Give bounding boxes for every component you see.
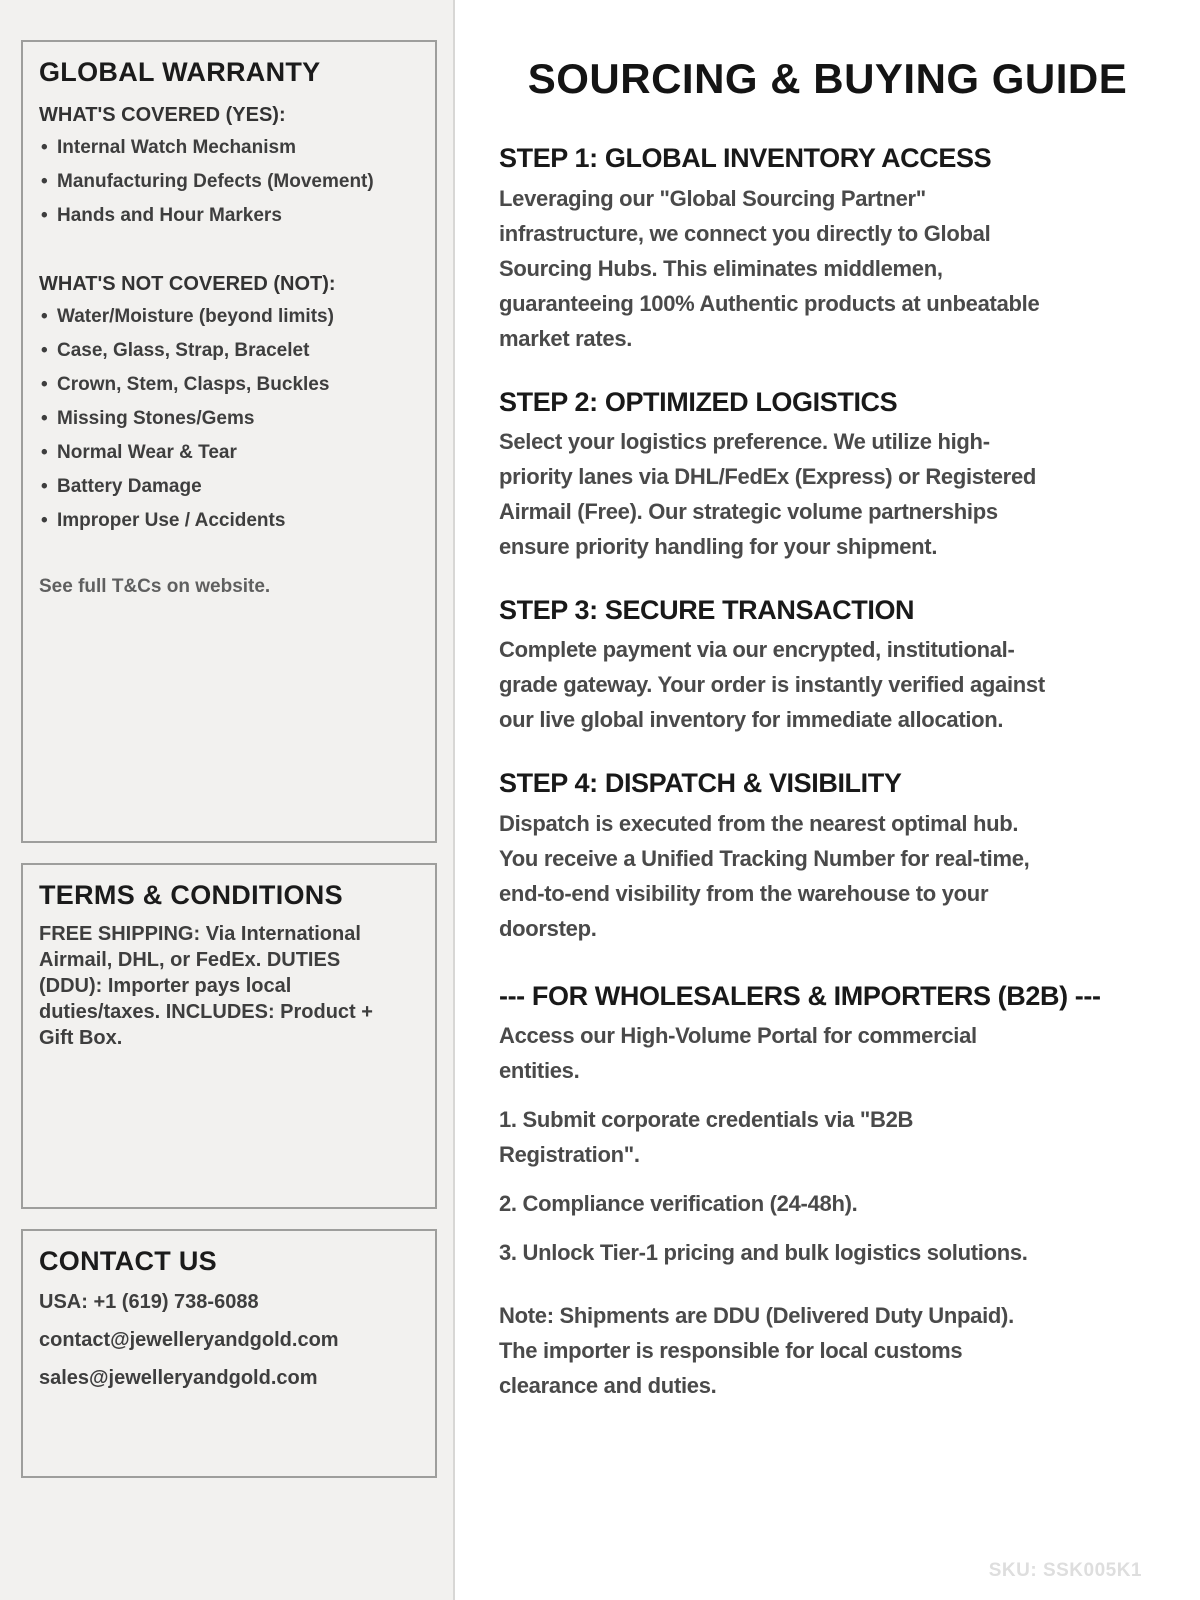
step-2-body: Select your logistics preference. We utilize high-priority lanes via DHL/FedEx (Express) or Registered Airmail (Free). Our strategic volume partnerships ensure priority handling for your shipment. xyxy=(499,428,1037,559)
warranty-section xyxy=(21,40,437,843)
step-1-section xyxy=(499,142,1156,355)
b2b-heading: --- FOR WHOLESALERS & IMPORTERS (B2B) --- xyxy=(499,980,1101,1011)
b2b-item-3: 3. Unlock Tier-1 pricing and bulk logistics solutions. xyxy=(499,1240,1028,1266)
list-item: • Hands and Hour Markers xyxy=(39,199,419,233)
main-guide xyxy=(455,0,1200,1600)
b2b-item-2: 2. Compliance verification (24-48h). xyxy=(499,1191,858,1217)
warranty-footnote: See full T&Cs on website. xyxy=(39,576,271,598)
b2b-intro: Access our High-Volume Portal for commercial entities. xyxy=(499,1023,977,1084)
step-3-section xyxy=(499,594,1156,737)
list-item: • Missing Stones/Gems xyxy=(39,402,419,436)
step-3-heading: STEP 3: SECURE TRANSACTION xyxy=(499,594,915,625)
step-1-heading: STEP 1: GLOBAL INVENTORY ACCESS xyxy=(499,143,992,174)
list-item: • Manufacturing Defects (Movement) xyxy=(39,165,419,199)
step-2-section xyxy=(499,386,1156,564)
contact-section xyxy=(21,1229,437,1478)
list-item: • Water/Moisture (beyond limits) xyxy=(39,300,419,334)
covered-list xyxy=(39,131,419,233)
step-4-body: Dispatch is executed from the nearest optimal hub. You receive a Unified Tracking Number for real-time, end-to-end visibility from the warehouse to your doorstep. xyxy=(499,810,1030,941)
contact-title: CONTACT US xyxy=(39,1246,217,1276)
step-4-section xyxy=(499,767,1156,945)
page-title: SOURCING & BUYING GUIDE xyxy=(527,55,1128,102)
step-4-heading: STEP 4: DISPATCH & VISIBILITY xyxy=(499,768,902,799)
terms-title: TERMS & CONDITIONS xyxy=(39,880,343,910)
list-item: • Crown, Stem, Clasps, Buckles xyxy=(39,368,419,402)
not-covered-list xyxy=(39,300,419,538)
contact-email-primary: contact@jewelleryandgold.com xyxy=(39,1329,339,1352)
contact-email-sales: sales@jewelleryandgold.com xyxy=(39,1367,318,1390)
terms-body: FREE SHIPPING: Via International Airmail, DHL, or FedEx. DUTIES (DDU): Importer pays local duties/taxes. INCLUDES: Product + Gift Box. xyxy=(39,923,373,1050)
contact-phone: USA: +1 (619) 738-6088 xyxy=(39,1291,259,1314)
list-item: • Case, Glass, Strap, Bracelet xyxy=(39,334,419,368)
step-3-body: Complete payment via our encrypted, institutional-grade gateway. Your order is instantly verified against our live global inventory for immediate allocation. xyxy=(499,637,1045,733)
b2b-section xyxy=(499,980,1156,1403)
covered-heading: WHAT'S COVERED (YES): xyxy=(39,104,286,127)
list-item: • Normal Wear & Tear xyxy=(39,436,419,470)
sidebar xyxy=(0,0,455,1600)
list-item: • Internal Watch Mechanism xyxy=(39,131,419,165)
list-item: • Improper Use / Accidents xyxy=(39,504,419,538)
b2b-item-1: 1. Submit corporate credentials via "B2B Registration". xyxy=(499,1107,914,1168)
step-1-body: Leveraging our "Global Sourcing Partner" infrastructure, we connect you directly to Global Sourcing Hubs. This eliminates middlemen, guaranteeing 100% Authentic products at unbeatable market rates. xyxy=(499,185,1040,351)
b2b-note: Note: Shipments are DDU (Delivered Duty Unpaid). The importer is responsible for local customs clearance and duties. xyxy=(499,1303,1014,1399)
not-covered-heading: WHAT'S NOT COVERED (NOT): xyxy=(39,273,336,296)
warranty-title: GLOBAL WARRANTY xyxy=(39,57,321,87)
list-item: • Battery Damage xyxy=(39,470,419,504)
terms-section xyxy=(21,863,437,1209)
sku-label: SKU: SSK005K1 xyxy=(988,1560,1142,1581)
step-2-heading: STEP 2: OPTIMIZED LOGISTICS xyxy=(499,386,898,417)
